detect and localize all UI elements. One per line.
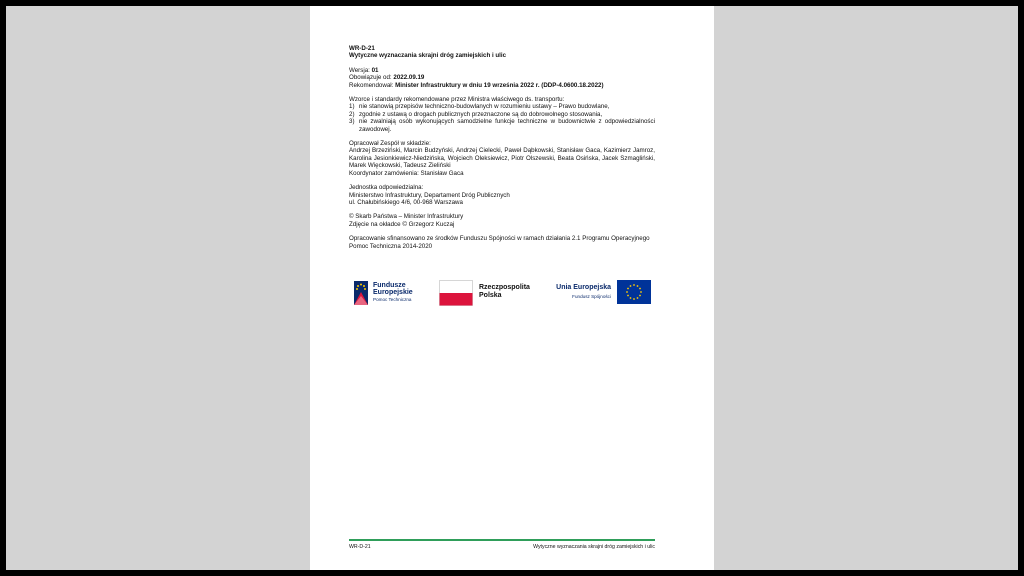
team-heading: Opracował Zespół w składzie: <box>349 140 431 148</box>
eu-flag-icon <box>617 280 651 304</box>
document-page <box>310 6 714 570</box>
fe-line2: Europejskie <box>373 289 413 297</box>
unit-address: ul. Chałubińskiego 4/6, 00-968 Warszawa <box>349 198 463 206</box>
effective-line <box>349 74 655 81</box>
recommended-label: Rekomendował: <box>349 81 394 89</box>
list-item-text: zgodnie z ustawą o drogach publicznych przeznaczone są do dobrowolnego stosowania, <box>359 110 603 118</box>
list-item-text: nie zwalniają osób wykonujących samodzielne funkcje techniczne w budownictwie z odpowiedzialności zawodowej. <box>359 118 655 133</box>
list-item <box>349 103 655 110</box>
version-label: Wersja: <box>349 66 370 74</box>
list-item-number: 1) <box>349 103 355 111</box>
recommended-by: Minister Infrastruktury w dniu 19 września 2022 r. (DDP-4.0600.18.2022) <box>395 81 604 89</box>
standards-list <box>349 103 655 133</box>
rp-line2: Polska <box>479 291 502 299</box>
funding-logos <box>353 278 653 308</box>
coordinator: Koordynator zamówienia: Stanisław Gaca <box>349 169 464 177</box>
rp-line1: Rzeczpospolita <box>479 284 530 291</box>
list-item-number: 3) <box>349 118 355 126</box>
effective-date: 2022.09.19 <box>393 74 425 82</box>
rzeczpospolita-polska-logo <box>439 278 529 308</box>
unia-europejska-logo <box>551 278 653 308</box>
photo-credit: Zdjęcie na okładce © Grzegorz Kuczaj <box>349 220 455 228</box>
version-line <box>349 67 655 74</box>
fe-subtitle: Pomoc Techniczna <box>373 297 412 302</box>
list-item-text: nie stanowią przepisów techniczno-budowlanych w rozumieniu ustawy – Prawo budowlane, <box>359 103 610 111</box>
funding-note: Opracowanie sfinansowano ze środków Funduszu Spójności w ramach działania 2.1 Programu Operacyjnego Pomoc Techniczna 2014-2020 <box>349 235 650 250</box>
doc-code: WR-D-21 <box>349 45 375 52</box>
footer-divider <box>349 539 655 541</box>
list-item-number: 2) <box>349 110 355 118</box>
polish-flag-icon <box>439 280 473 306</box>
document-viewer <box>6 6 1018 570</box>
effective-label: Obowiązuje od: <box>349 74 392 82</box>
copyright: © Skarb Państwa – Minister Infrastruktury <box>349 213 464 221</box>
unit-name: Ministerstwo Infrastruktury, Departament Dróg Publicznych <box>349 191 510 199</box>
standards-intro: Wzorce i standardy rekomendowane przez Ministra właściwego ds. transportu: <box>349 96 565 104</box>
fe-title <box>373 282 413 297</box>
recommended-line <box>349 82 655 89</box>
rp-title <box>479 284 530 300</box>
fe-emblem-icon <box>353 278 369 308</box>
list-item <box>349 118 655 133</box>
doc-title: Wytyczne wyznaczania skrajni dróg zamiejskich i ulic <box>349 52 507 60</box>
footer-title: Wytyczne wyznaczania skrajni dróg zamiejskich i ulic <box>533 544 655 550</box>
ue-title: Unia Europejska <box>556 284 611 291</box>
unit-heading: Jednostka odpowiedzialna: <box>349 184 424 192</box>
fundusze-europejskie-logo <box>353 278 423 308</box>
ue-subtitle: Fundusz Spójności <box>572 294 611 299</box>
list-item <box>349 111 655 118</box>
version-value: 01 <box>371 66 379 74</box>
footer-code: WR-D-21 <box>349 544 371 550</box>
page-content <box>349 45 655 250</box>
fe-line1: Fundusze <box>373 282 406 289</box>
team-members: Andrzej Brzeziński, Marcin Budzyński, Andrzej Cielecki, Paweł Dąbkowski, Stanisław Gaca, Kazimierz Jamroz, Karolina Jesionkiewicz-Niedzińska, Wojciech Oleksiewicz, Piotr Olszewski, Beata Osińska, Jacek Szmagliński, Marek Więckowski, Tadeusz Zieliński <box>349 147 655 170</box>
